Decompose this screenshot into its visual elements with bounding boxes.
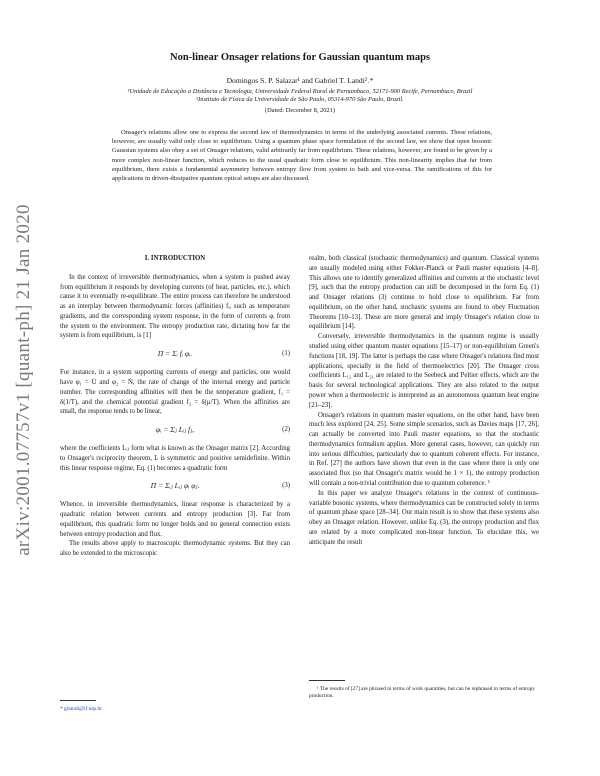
right-column <box>309 254 539 547</box>
paper-authors: Domingos S. P. Salazar¹ and Gabriel T. Landi²˒* <box>226 76 374 85</box>
footnote-rule <box>60 700 96 701</box>
equation-body: Π = Σᵢ fᵢ φᵢ. <box>157 349 193 359</box>
equation-number: (1) <box>282 350 290 358</box>
paragraph: Whence, in irreversible thermodynamics, linear response is characterized by a quadratic relation between currents and entropy production [3]. Far from equilibrium, this quadratic form no longer holds and no general connection exists between entropy production and flux. <box>60 501 290 538</box>
paper-header <box>60 52 540 114</box>
paragraph: The results above apply to macroscopic thermodynamic systems. But they can also be extended to the microscopic <box>60 540 290 558</box>
paragraph: realm, both classical (stochastic thermodynamics) and quantum. Classical systems are usually modeled using either Fokker-Planck or Pauli master equations [4–8]. This allows one to identify generalized affinities and currents at the stochastic level [9], such that the entropy production can still be decomposed in the form Eq. (1) and Onsager relations (3) continue to hold close to equilibrium. Far from equilibrium, on the other hand, stochastic systems are found to obey Fluctuation Theorems [10–13]. These are more general and imply Onsager's relation close to equilibrium [14]. <box>309 255 539 331</box>
affiliation-2: ²Instituto de Física da Universidade de São Paulo, 05314-970 São Paulo, Brazil. <box>196 96 404 104</box>
equation-number: (3) <box>282 482 290 490</box>
paragraph: In the context of irreversible thermodynamics, when a system is pushed away from equilibrium it responds by developing currents (of heat, particles, etc.), which cause it to eventually re-equilibrate. The entire process can therefore be understood as an interplay between thermodynamic forces (affinities) fᵢ, such as temperature gradients, and the corresponding system response, in the form of currents φᵢ from the system to the environment. The entropy production rate, dictating how far the system is from equilibrium, is [1] <box>60 273 290 340</box>
paragraph: where the coefficients Lᵢⱼ form what is known as the Onsager matrix [2]. According to Onsager's reciprocity theorem, L is symmetric and positive semidefinite. Within this linear response regime, Eq. (1) becomes a quadratic form <box>60 445 290 472</box>
paragraph: For instance, in a system supporting currents of energy and particles, one would have φ₁ = U̇ and φ₂ = Ṅ, the rate of change of the internal energy and particle number. The corresponding affinities will then be the temperature gradient, f₁ = δ(1/T), and the chemical potential gradient f₂ = δ(μ/T). When the affinities are small, the response tends to be linear, <box>60 369 290 416</box>
left-column <box>60 254 290 559</box>
equation-3 <box>60 481 290 492</box>
equation-body: φᵢ = Σⱼ Lᵢⱼ fⱼ, <box>155 425 195 435</box>
arxiv-id: arXiv:2001.07757v1 [quant-ph] 21 Jan 2020 <box>13 204 35 556</box>
footnote-rule <box>309 680 345 681</box>
section-heading: I. INTRODUCTION <box>144 255 206 262</box>
affiliation-1: ¹Unidade de Educação a Distância e Tecnologia, Universidade Federal Rural de Pernambuco, 52171-900 Recife, Pernambuco, Brazil <box>127 88 473 95</box>
arxiv-watermark <box>6 150 42 610</box>
footnote-1: ¹ The results of [27] are phrased in terms of work quantities, but can be rephrased in terms of entropy production. <box>309 686 535 700</box>
equation-number: (2) <box>282 426 290 434</box>
footnote-email <box>60 706 290 713</box>
date-line: (Dated: December 8, 2021) <box>265 106 335 114</box>
email-link[interactable]: * gtlandi@if.usp.br <box>60 706 102 712</box>
paper-title: Non-linear Onsager relations for Gaussian quantum maps <box>169 52 430 63</box>
equation-1 <box>60 349 290 360</box>
paragraph: Onsager's relations in quantum master equations, on the other hand, have been much less explored [24, 25]. Some simple scenarios, such as Davies maps [17, 26], can actually be converted into Pauli master equations, so that the stochastic thermodynamics formalism applies. More general cases, however, can quickly run into serious difficulties, particularly due to quantum coherent effects. For instance, in Ref. [27] the authors have shown that even in the case where there is only one associated flux (so that Onsager's matrix would be 1 × 1), the entropy production will contain a non-trivial contribution due to quantum coherence. ¹ <box>309 411 539 487</box>
paragraph: In this paper we analyze Onsager's relations in the context of continuous-variable bosonic systems, where thermodynamics can be constructed solely in terms of quantum phase space [28–34]. Our main result is to show that these systems also obey an Onsager relation. However, unlike Eq. (3), the entropy production and flux are related by a more complicated non-linear function. To elucidate this, we anticipate the result <box>309 489 539 546</box>
equation-2 <box>60 425 290 436</box>
abstract: Onsager's relations allow one to express the second law of thermodynamics in terms of the underlying associated currents. These relations, however, are usually valid only close to equilibrium. Using a quantum phase space formulation of the second law, we show that open bosonic Gaussian systems also obey a set of Onsager relations, valid arbitrarily far from equilibrium. These relations, however, are found to be given by a more complex non-linear function, which reduces to the usual quadratic form close to equilibrium. This non-linearity implies that far from equilibrium, there exists a fundamental asymmetry between entropy flow from system to bath and vice-versa. The ramifications of this for applications in driven-dissipative quantum optical setups are also discussed. <box>112 129 492 183</box>
paragraph: Conversely, irreversible thermodynamics in the quantum regime is usually studied using either quantum master equations [15–17] or non-equilibrium Green's functions [18, 19]. The latter is perhaps the case where Onsager's relations find most applications, specially in the field of thermoelectrics [20]. The Onsager cross coefficients L₁₂ and L₂₁ are related to the Seebeck and Peltier effects, which are the basis for several technological applications. They are also related to the output power when a thermoelectric is interpreted as an autonomous quantum heat engine [21–23]. <box>309 333 539 409</box>
equation-body: Π = Σᵢⱼ Lᵢⱼ φᵢ φⱼ. <box>150 481 200 491</box>
